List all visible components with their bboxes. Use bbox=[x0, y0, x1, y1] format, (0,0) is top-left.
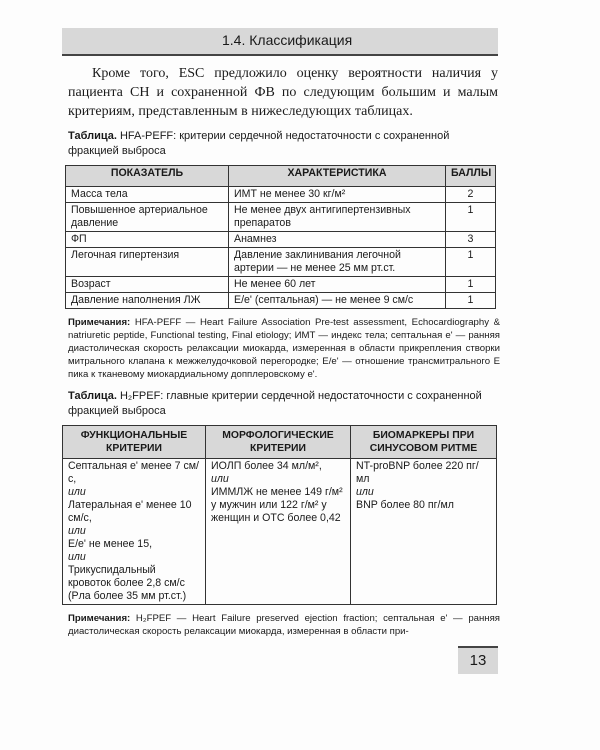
column-header: МОРФОЛОГИЧЕСКИЕ КРИТЕРИИ bbox=[206, 426, 351, 459]
table-row bbox=[66, 248, 496, 277]
intro-paragraph: Кроме того, ESC предложило оценку вероятности наличия у пациента СН и сохраненной ФВ по следующим большим и малым критериям, представленным в нижеследующих таблицах. bbox=[68, 66, 498, 119]
notes-label: Примечания: bbox=[68, 317, 131, 328]
score-cell: 1 bbox=[446, 203, 496, 232]
or-connector: или bbox=[68, 525, 86, 537]
criterion-line: ИММЛЖ не менее 149 г/м² у мужчин или 122 г/м² у женщин и ОТС более 0,42 bbox=[211, 486, 343, 524]
or-connector: или bbox=[68, 486, 86, 498]
functional-criteria-cell bbox=[63, 459, 206, 605]
table2-caption bbox=[68, 389, 500, 419]
hfa-peff-table bbox=[65, 165, 496, 309]
criterion-line: Трикуспидальный кровоток более 2,8 см/с (Рла более 35 мм рт.ст.) bbox=[68, 564, 187, 602]
table2-notes bbox=[68, 612, 500, 638]
characteristic-cell: Не менее двух антигипертензивных препаратов bbox=[229, 203, 446, 232]
morphological-criteria-cell bbox=[206, 459, 351, 605]
table-row bbox=[66, 187, 496, 203]
column-header: ХАРАКТЕРИСТИКА bbox=[229, 166, 446, 187]
score-cell: 1 bbox=[446, 277, 496, 293]
or-connector: или bbox=[68, 551, 86, 563]
indicator-cell: Масса тела bbox=[66, 187, 229, 203]
column-header: БАЛЛЫ bbox=[446, 166, 496, 187]
characteristic-cell: Давление заклинивания легочной артерии — не менее 25 мм рт.ст. bbox=[229, 248, 446, 277]
score-cell: 1 bbox=[446, 248, 496, 277]
score-cell: 2 bbox=[446, 187, 496, 203]
table-row bbox=[66, 293, 496, 309]
indicator-cell: Давление наполнения ЛЖ bbox=[66, 293, 229, 309]
criterion-line: Септальная e' менее 7 см/с, bbox=[68, 460, 199, 485]
table-row bbox=[66, 277, 496, 293]
table-row bbox=[66, 232, 496, 248]
column-header: ФУНКЦИОНАЛЬНЫЕ КРИТЕРИИ bbox=[63, 426, 206, 459]
section-title: 1.4. Классификация bbox=[222, 32, 353, 48]
table1-notes bbox=[68, 316, 500, 381]
indicator-cell: Возраст bbox=[66, 277, 229, 293]
caption-text: H₂FPEF: главные критерии сердечной недостаточности с сохраненной фракцией выброса bbox=[68, 390, 482, 417]
table-row bbox=[66, 203, 496, 232]
page-number: 13 bbox=[458, 646, 498, 674]
notes-label: Примечания: bbox=[68, 613, 131, 624]
indicator-cell: Легочная гипертензия bbox=[66, 248, 229, 277]
biomarkers-cell bbox=[351, 459, 497, 605]
characteristic-cell: Анамнез bbox=[229, 232, 446, 248]
or-connector: или bbox=[211, 473, 229, 485]
criterion-line: NT-proBNP более 220 пг/мл bbox=[356, 460, 479, 485]
caption-label: Таблица. bbox=[68, 390, 117, 402]
criterion-line: Латеральная e' менее 10 см/с, bbox=[68, 499, 192, 524]
characteristic-cell: ИМТ не менее 30 кг/м² bbox=[229, 187, 446, 203]
running-header bbox=[62, 28, 498, 56]
characteristic-cell: E/e' (септальная) — не менее 9 см/с bbox=[229, 293, 446, 309]
column-header: ПОКАЗАТЕЛЬ bbox=[66, 166, 229, 187]
column-header: БИОМАРКЕРЫ ПРИ СИНУСОВОМ РИТМЕ bbox=[351, 426, 497, 459]
caption-label: Таблица. bbox=[68, 130, 117, 142]
criterion-line: ИОЛП более 34 мл/м², bbox=[211, 460, 322, 472]
or-connector: или bbox=[356, 486, 374, 498]
table1-caption bbox=[68, 129, 500, 159]
score-cell: 1 bbox=[446, 293, 496, 309]
indicator-cell: Повышенное артериальное давление bbox=[66, 203, 229, 232]
notes-text: H₂FPEF — Heart Failure preserved ejection fraction; септальная e' — ранняя диастолическая скорость релаксации миокарда, измеренная в области при- bbox=[68, 613, 500, 637]
score-cell: 3 bbox=[446, 232, 496, 248]
criterion-line: E/e' не менее 15, bbox=[68, 538, 153, 550]
criterion-line: BNP более 80 пг/мл bbox=[356, 499, 454, 511]
h2fpef-table bbox=[62, 425, 497, 605]
caption-text: HFA-PEFF: критерии сердечной недостаточности с сохраненной фракцией выброса bbox=[68, 130, 450, 157]
characteristic-cell: Не менее 60 лет bbox=[229, 277, 446, 293]
notes-text: HFA-PEFF — Heart Failure Association Pre-test assessment, Echocardiography & natriuretic peptide, Functional testing, Final etiology; ИМТ — индекс тела; септальная e' — ранняя диастолическая скорость релаксации миокарда, измеренная в области прикрепления створки митрального клапана к межжелудочковой перегородке; E/e' — отношение трансмитрального E пика к тканевому миокардиальному допплеровскому e'. bbox=[68, 317, 500, 380]
indicator-cell: ФП bbox=[66, 232, 229, 248]
